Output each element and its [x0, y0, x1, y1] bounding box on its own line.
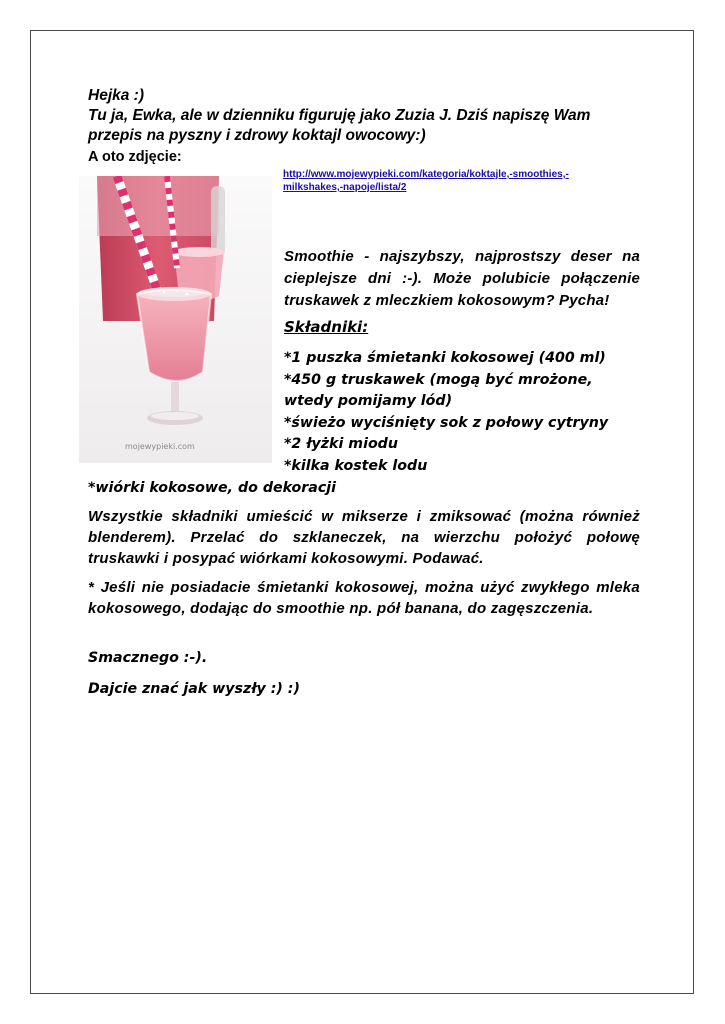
ingredient-item: *1 puszka śmietanki kokosowej (400 ml) [284, 350, 606, 366]
note-paragraph: * Jeśli nie posiadacie śmietanki kokosowej, można użyć zwykłego mleka kokosowego, dodając do smoothie np. pół banana, do zagęszczenia. [88, 579, 640, 617]
ingredient-item: *kilka kostek lodu [284, 457, 428, 474]
ingredient-item: *wiórki kokosowe, do dekoracji [88, 480, 336, 496]
ingredient-item: wtedy pomijamy lód) [284, 393, 453, 409]
ingredient-item: *450 g truskawek (mogą być mrożone, [284, 371, 593, 388]
instructions-paragraph: Wszystkie składniki umieścić w mikserze i zmiksować (można również blenderem). Przelać do szklaneczek, na wierzchu położyć połowę truskawki i posypać wiórkami kokosowymi. Podawać. [88, 508, 640, 567]
intro-paragraph: Tu ja, Ewka, ale w dzienniku figuruję jako Zuzia J. Dziś napiszę Wam przepis na pyszny i zdrowy koktajl owocowy:) [88, 107, 591, 144]
recipe-source-link[interactable]: http://www.mojewypieki.com/kategoria/koktajle,-smoothies,-milkshakes,-napoje/lista/2 [283, 169, 569, 193]
ingredient-item: *świeżo wyciśnięty sok z połowy cytryny [284, 414, 609, 431]
closing-line: Smacznego :-). [88, 650, 208, 666]
greeting-line: Hejka :) [88, 87, 144, 104]
ingredients-list [284, 348, 644, 477]
photo-watermark: mojewypieki.com [125, 442, 195, 451]
smoothie-photo [79, 176, 272, 463]
recipe-lead: Smoothie - najszybszy, najprostszy deser na cieplejsze dni :-). Może polubicie połączenie truskawek z mleczkiem kokosowym? Pycha! [284, 248, 640, 309]
ingredients-heading: Składniki: [284, 318, 369, 336]
closing-line: Dajcie znać jak wyszły :) :) [88, 681, 300, 697]
ingredient-item: *2 łyżki miodu [284, 436, 398, 452]
photo-intro-label: A oto zdjęcie: [88, 149, 182, 165]
smoothie-illustration [79, 176, 272, 463]
